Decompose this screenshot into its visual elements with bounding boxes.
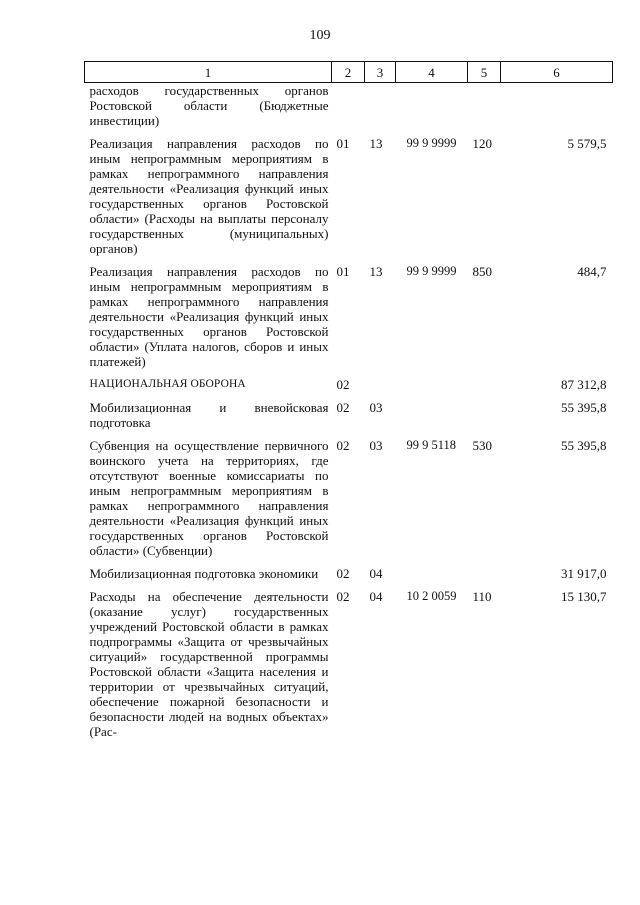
cell-target-article: 99 9 9999 — [406, 264, 457, 278]
cell-subsection — [365, 83, 396, 137]
table-row — [85, 136, 613, 264]
header-col-5: 5 — [468, 62, 501, 83]
cell-subsection — [365, 377, 396, 400]
cell-amount — [501, 83, 613, 137]
table-row — [85, 566, 613, 589]
cell-target-article: 99 9 9999 — [406, 136, 457, 150]
header-col-1: 1 — [85, 62, 332, 83]
cell-amount: 55 395,8 — [561, 438, 607, 453]
table-row — [85, 400, 613, 438]
cell-target-article — [396, 83, 468, 137]
cell-expense-type: 530 — [472, 438, 492, 453]
budget-table — [84, 61, 613, 747]
cell-section: 01 — [336, 264, 350, 279]
cell-target-article — [396, 566, 468, 589]
cell-section: 02 — [336, 566, 350, 581]
table-body — [85, 83, 613, 748]
cell-name: Субвенция на осуществление первичного воинского учета на территориях, где отсутствуют военные комиссариаты по иным непрограммным мероприятиям в рамках непрограммного направления деятельности «Реализация функций иных государственных органов Ростовской области» (Субвенции) — [89, 438, 329, 558]
table-row — [85, 377, 613, 400]
cell-amount: 31 917,0 — [561, 566, 607, 581]
cell-target-article: 99 9 5118 — [406, 438, 457, 452]
cell-section: 02 — [336, 438, 350, 453]
cell-name: НАЦИОНАЛЬНАЯ ОБОРОНА — [89, 378, 246, 390]
page-number: 109 — [309, 28, 331, 43]
cell-name: Мобилизационная подготовка экономики — [89, 566, 319, 581]
cell-expense-type — [468, 566, 501, 589]
cell-subsection: 13 — [369, 136, 383, 151]
table-row — [85, 264, 613, 377]
table-header — [85, 62, 613, 83]
cell-section: 02 — [336, 377, 350, 392]
cell-name: Мобилизационная и вневойсковая подготовка — [89, 400, 329, 430]
cell-expense-type: 120 — [472, 136, 492, 151]
cell-amount: 55 395,8 — [561, 400, 607, 415]
cell-subsection: 04 — [369, 589, 383, 604]
cell-target-article — [396, 377, 468, 400]
cell-subsection: 04 — [369, 566, 383, 581]
cell-section: 01 — [336, 136, 350, 151]
cell-section — [332, 83, 365, 137]
cell-target-article — [396, 400, 468, 438]
cell-name: Реализация направления расходов по иным непрограммным мероприятиям в рамках непрограммного направления деятельности «Реализация функций иных государственных органов Ростовской области» (Уплата налогов, сборов и иных платежей) — [89, 264, 329, 369]
header-col-6: 6 — [501, 62, 613, 83]
table-row — [85, 83, 613, 137]
cell-expense-type: 110 — [472, 589, 492, 604]
table-row — [85, 438, 613, 566]
cell-amount: 15 130,7 — [561, 589, 607, 604]
cell-amount: 484,7 — [577, 264, 607, 279]
cell-amount: 5 579,5 — [567, 136, 607, 151]
cell-subsection: 03 — [369, 438, 383, 453]
cell-expense-type: 850 — [472, 264, 492, 279]
cell-expense-type — [468, 400, 501, 438]
cell-expense-type — [468, 377, 501, 400]
cell-name: расходов государственных органов Ростовской области (Бюджетные инвестиции) — [89, 83, 329, 128]
cell-amount: 87 312,8 — [561, 377, 607, 392]
cell-subsection: 03 — [369, 400, 383, 415]
cell-section: 02 — [336, 400, 350, 415]
cell-expense-type — [468, 83, 501, 137]
cell-subsection: 13 — [369, 264, 383, 279]
header-row — [85, 62, 613, 83]
cell-name: Расходы на обеспечение деятельности (оказание услуг) государственных учреждений Ростовской области в рамках подпрограммы «Защита от чрезвычайных ситуаций» государственной программы Ростовской области «Защита населения и территории от чрезвычайных ситуаций, обеспечение пожарной безопасности и безопасности людей на водных объектах» (Рас- — [89, 589, 329, 739]
header-col-3: 3 — [365, 62, 396, 83]
cell-target-article: 10 2 0059 — [406, 589, 457, 603]
header-col-4: 4 — [396, 62, 468, 83]
cell-name: Реализация направления расходов по иным непрограммным мероприятиям в рамках непрограммного направления деятельности «Реализация функций иных государственных органов Ростовской области» (Расходы на выплаты персоналу государственных (муниципальных) органов) — [89, 136, 329, 256]
table-row — [85, 589, 613, 747]
header-col-2: 2 — [332, 62, 365, 83]
cell-section: 02 — [336, 589, 350, 604]
